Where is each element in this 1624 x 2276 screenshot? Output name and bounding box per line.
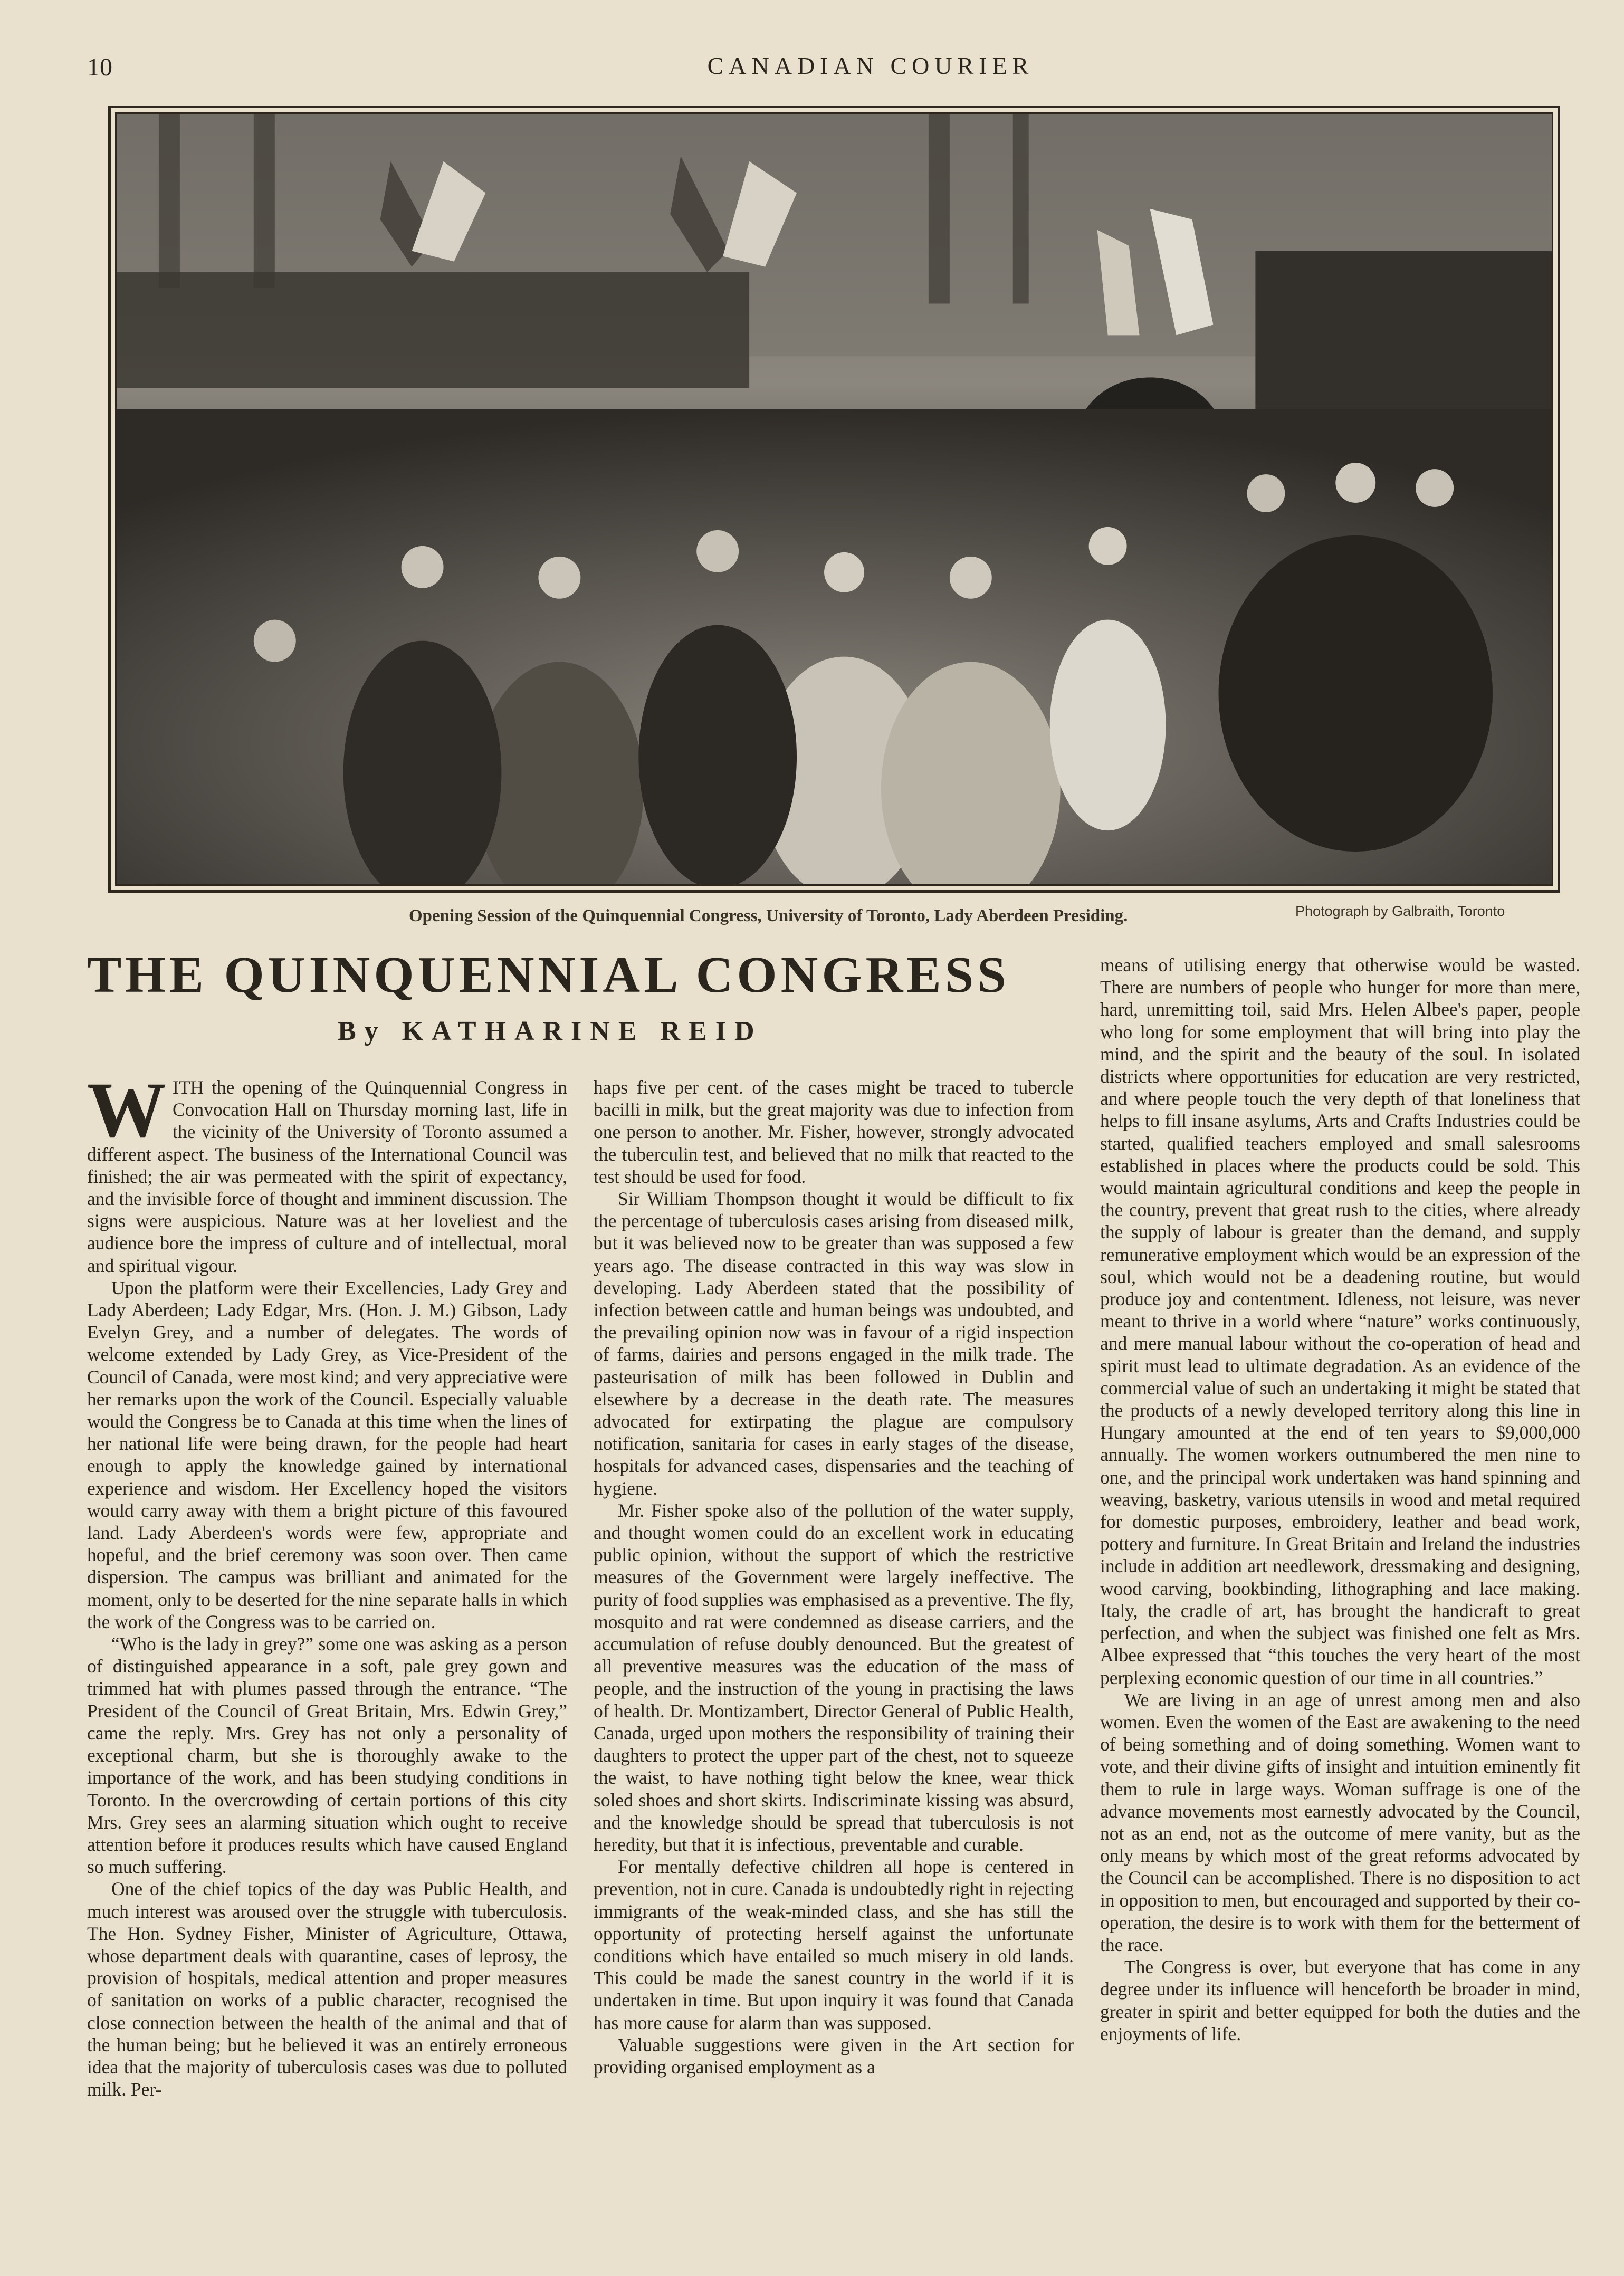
paragraph: The Congress is over, but everyone that has come in any degree under its influence will henceforth be broader in mind, greater in spirit and better equipped for both the duties and the enjoyments of life. <box>1100 1956 1580 2044</box>
paragraph: We are living in an age of unrest among men and also women. Even the women of the East are awakening to the need of being something and of doing something. Women want to vote, and their divine gifts of insight and intuition eminently fit them to rule in large ways. Woman suffrage is one of the advance movements most earnestly advocated by the Council, not as an end, not as the outcome of mere vanity, but as the only means by which most of the great reforms advocated by the Council can be accomplished. There is no disposition to act in opposition to men, but encouraged and supported by their co-operation, the desire is to work with them for the betterment of the race. <box>1100 1689 1580 1955</box>
photo-frame <box>108 106 1560 893</box>
paragraph: haps five per cent. of the cases might be traced to tubercle bacilli in milk, but the great majority was due to infection from one person to another. Mr. Fisher, however, strongly advocated the tuberculin test, and believed that no milk that reacted to the test should be used for food. <box>594 1077 1074 1187</box>
paragraph: One of the chief topics of the day was Public Health, and much interest was aroused over the struggle with tuberculosis. The Hon. Sydney Fisher, Minister of Agriculture, Ottawa, whose department deals with quarantine, cases of leprosy, the provision of hospitals, medical attention and proper measures of sanitation on works of a public character, recognised the close connection between the health of the animal and that of the human being; but he believed it was an entirely erroneous idea that the majority of tuberculosis cases was due to polluted milk. Per- <box>87 1878 567 2100</box>
paragraph: Valuable suggestions were given in the Art section for providing organised employment as a <box>594 2034 1074 2078</box>
running-head: CANADIAN COURIER <box>707 52 1034 79</box>
photo-credit: Photograph by Galbraith, Toronto <box>1295 903 1505 919</box>
article-byline: By KATHARINE REID <box>338 1016 763 1046</box>
congress-photo <box>115 112 1553 886</box>
article-title: THE QUINQUENNIAL CONGRESS <box>87 946 1010 1003</box>
photo-caption: Opening Session of the Quinquennial Congress, University of Toronto, Lady Aberdeen Presiding. <box>409 906 1128 925</box>
paragraph: For mentally defective children all hope is centered in prevention, not in cure. Canada is undoubtedly right in rejecting immigrants of the weak-minded class, and she has still the opportunity of protecting herself against the unfortunate conditions which have entailed so much misery in old lands. This could be made the sanest country in the world if it is undertaken in time. But upon inquiry it was found that Canada has more cause for alarm than was supposed. <box>594 1856 1074 2033</box>
article-column-2 <box>594 1076 1074 2078</box>
article-column-3 <box>1100 954 1580 2045</box>
paragraph: Upon the platform were their Excellencies, Lady Grey and Lady Aberdeen; Lady Edgar, Mrs. (Hon. J. M.) Gibson, Lady Evelyn Grey, and a number of delegates. The words of welcome extended by Lady Grey, as Vice-President of the Council of Canada, were most kind; and very appreciative were her remarks upon the work of the Council. Especially valuable would the Congress be to Canada at this time when the lines of her national life were being drawn, for the people had heart enough to apply the knowledge gained by international experience and wisdom. Her Excellency hoped the visitors would carry away with them a bright picture of this favoured land. Lady Aberdeen's words were few, appropriate and hopeful, and the brief ceremony was soon over. Then came dispersion. The campus was brilliant and animated for the moment, only to be deserted for the nine separate halls in which the work of the Congress was to be carried on. <box>87 1277 567 1632</box>
paragraph: Sir William Thompson thought it would be difficult to fix the percentage of tuberculosis cases arising from diseased milk, but it was believed now to be greater than was supposed a few years ago. The disease contracted in this way was slow in developing. Lady Aberdeen stated that the possibility of infection between cattle and human beings was undoubted, and the prevailing opinion now was in favour of a rigid inspection of farms, dairies and persons engaged in the milk trade. The pasteurisation of milk has been followed in Dublin and elsewhere by a decrease in the death rate. The measures advocated for extirpating the plague are compulsory notification, sanitaria for cases in early stages of the disease, hospitals for advanced cases, dispensaries and the teaching of hygiene. <box>594 1188 1074 1499</box>
paragraph: Mr. Fisher spoke also of the pollution of the water supply, and thought women could do an excellent work in educating public opinion, without the support of which the restrictive measures of the Government were largely ineffective. The purity of food supplies was emphasised as a preventive. The fly, mosquito and rat were condemned as disease carriers, and the accumulation of refuse doubly denounced. But the greatest of all preventive measures was the education of the mass of people, and the instruction of the young in practising the laws of health. Dr. Montizambert, Director General of Public Health, Canada, urged upon mothers the responsibility of training their daughters to protect the upper part of the chest, not to squeeze the waist, to have nothing tight below the knee, wear thick soled shoes and short skirts. Indiscriminate kissing was absurd, and the knowledge should be spread that tuberculosis is not heredity, but that it is infectious, preventable and curable. <box>594 1499 1074 1855</box>
page-number: 10 <box>87 53 112 81</box>
paragraph: “Who is the lady in grey?” some one was asking as a person of distinguished appearance in a soft, pale grey gown and trimmed hat with plumes passed through the entrance. “The President of the Council of Great Britain, Mrs. Edwin Grey,” came the reply. Mrs. Grey has not only a personality of exceptional charm, but she is thoroughly awake to the importance of the work, and has been studying conditions in Toronto. In the overcrowding of certain portions of this city Mrs. Grey sees an alarming situation which ought to receive attention before it produces results which have caused England so much suffering. <box>87 1633 567 1878</box>
paragraph: means of utilising energy that otherwise would be wasted. There are numbers of people who hunger for more than mere, hard, unremitting toil, said Mrs. Helen Albee's paper, people who long for some employment that will bring into play the mind, and the spirit and the beauty of the soul. In isolated districts where opportunities for education are very restricted, and where people touch the very depth of that loneliness that helps to fill insane asylums, Arts and Crafts Industries could be started, qualified teachers employed and small salesrooms established in places where the products could be sold. This would maintain agricultural conditions and keep the people in the country, prevent that great rush to the cities, where already the supply of labour is greater than the demand, and supply remunerative employment which would be an expression of the soul, which would not be a deadening routine, but would produce joy and contentment. Idleness, not leisure, was never meant to thrive in a world where “nature” works continuously, and mere manual labour without the co-operation of head and spirit must lead to ultimate degradation. As an evidence of the commercial value of such an undertaking it might be stated that the products of a newly developed territory along this line in Hungary amounted at the end of ten years to $9,000,000 annually. The women workers outnumbered the men nine to one, and the principal work undertaken was hand spinning and weaving, basketry, various utensils in wood and metal required for domestic purposes, embroidery, leather and bead work, pottery and furniture. In Great Britain and Ireland the industries include in addition art needlework, dressmaking and designing, wood carving, bookbinding, lithographing and lace making. Italy, the cradle of art, has brought the handicraft to great perfection, and when the subject was finished one felt as Mrs. Albee expressed that “this touches the very heart of the most perplexing economic question of our time in all countries.” <box>1100 954 1580 1688</box>
paragraph: ITH the opening of the Quinquennial Congress in Convocation Hall on Thursday morning last, life in the vicinity of the University of Toronto assumed a different aspect. The business of the International Council was finished; the air was permeated with the spirit of expectancy, and the invisible force of thought and imminent discussion. The signs were auspicious. Nature was at her loveliest and the audience bore the impress of culture and of intellectual, moral and spiritual vigour. <box>87 1077 567 1276</box>
article-column-1 <box>87 1066 567 2100</box>
drop-cap: W <box>87 1066 166 1154</box>
photo-illustration <box>117 114 1552 884</box>
